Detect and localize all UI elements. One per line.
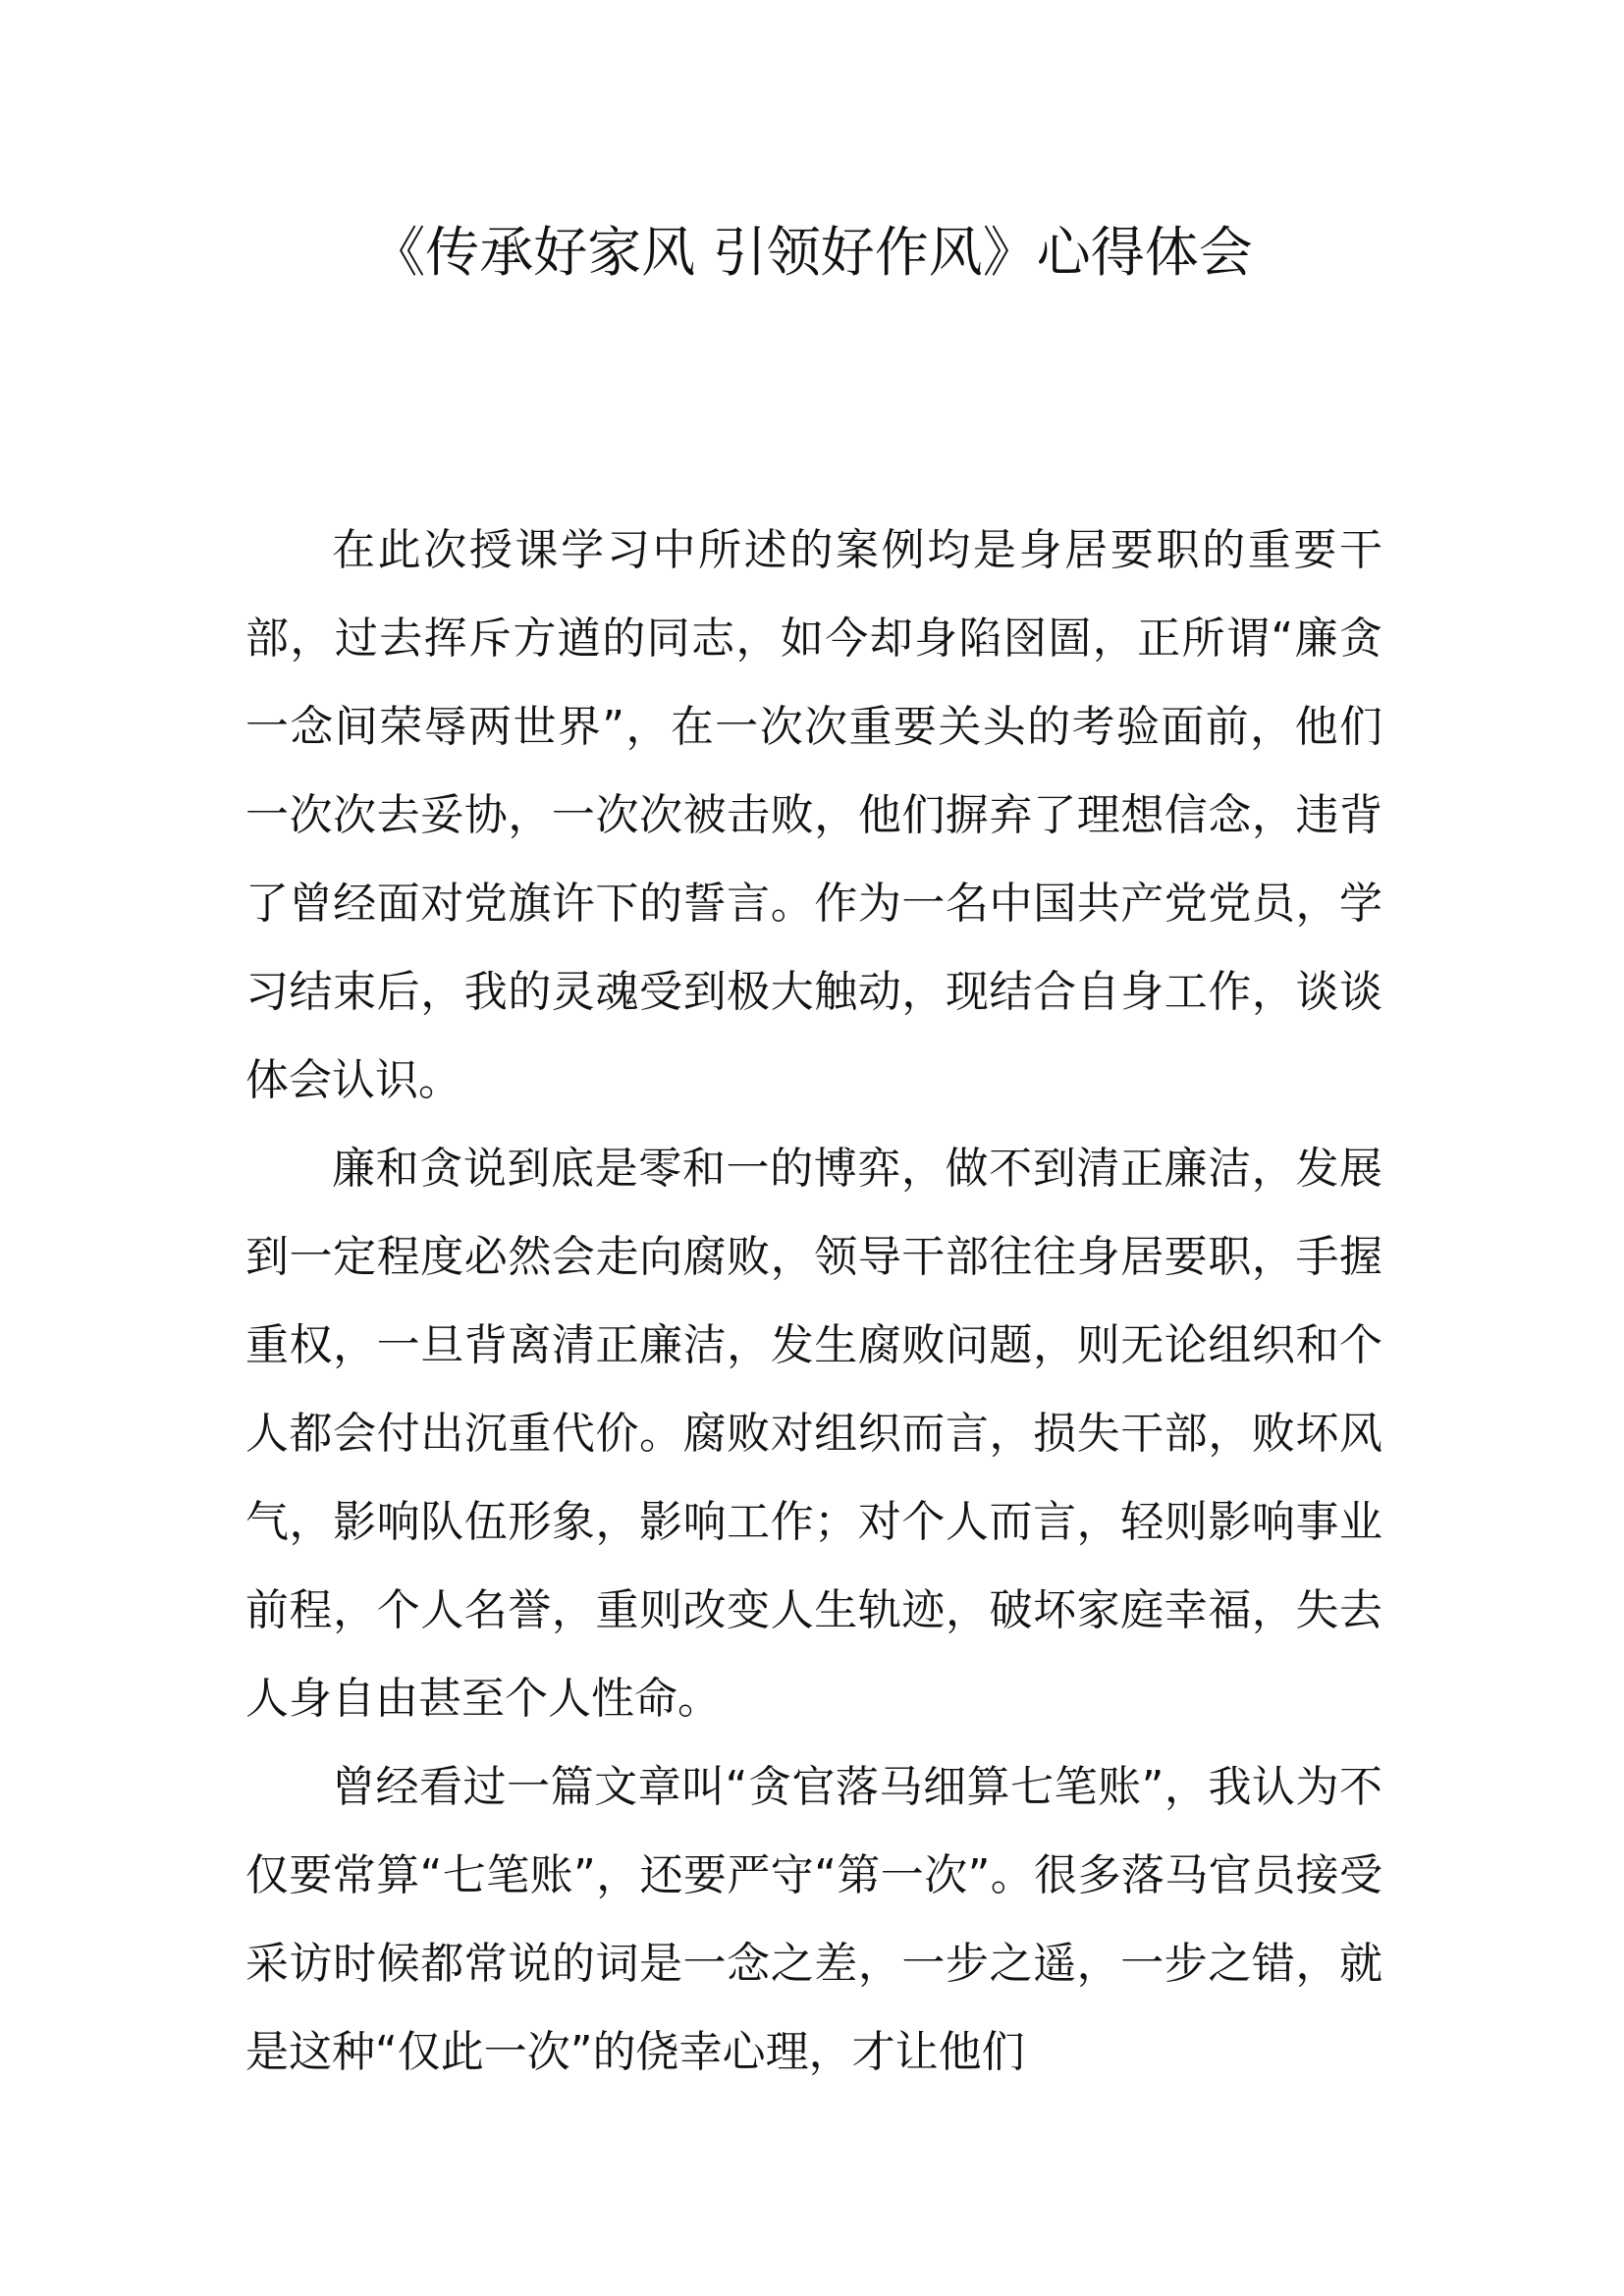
body-paragraph: 廉和贪说到底是零和一的博弈，做不到清正廉洁，发展到一定程度必然会走向腐败，领导干部往往身居要职，手握重权，一旦背离清正廉洁，发生腐败问题，则无论组织和个人都会付出沉重代价。腐败对组织而言，损失干部，败坏风气，影响队伍形象，影响工作；对个人而言，轻则影响事业前程，个人名誉，重则改变人生轨迹，破坏家庭幸福，失去人身自由甚至个人性命。: [245, 1144, 1382, 1724]
body-paragraph: 在此次授课学习中所述的案例均是身居要职的重要干部，过去挥斥方遒的同志，如今却身陷囹圄，正所谓“廉贪一念间荣辱两世界”，在一次次重要关头的考验面前，他们一次次去妥协，一次次被击败，他们摒弃了理想信念，违背了曾经面对党旗许下的誓言。作为一名中国共产党党员，学习结束后，我的灵魂受到极大触动，现结合自身工作，谈谈体会认识。: [245, 525, 1382, 1105]
document-title: 《传承好家风 引领好作风》心得体会: [371, 221, 1253, 284]
body-paragraph: 曾经看过一篇文章叫“贪官落马细算七笔账”，我认为不仅要常算“七笔账”，还要严守“第一次”。很多落马官员接受采访时候都常说的词是一念之差，一步之遥，一步之错，就是这种“仅此一次”的侥幸心理，才让他们: [245, 1762, 1382, 2077]
document-body: [245, 507, 1382, 2097]
